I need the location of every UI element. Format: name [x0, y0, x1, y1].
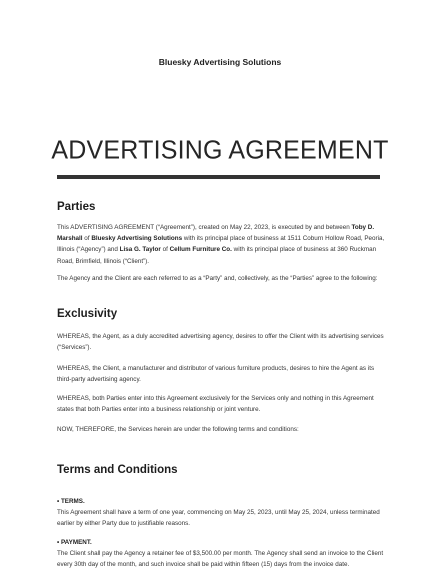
title-divider: [57, 175, 380, 179]
payment-item-label: [57, 537, 387, 548]
parties-text-1: This ADVERTISING AGREEMENT (“Agreement”), created on May 22, 2023, is executed by and between: [57, 224, 352, 231]
payment-label: • PAYMENT.: [57, 539, 92, 546]
parties-text-5: with its principal place of business at 360 Ruckman Road, Brimfield, Illinois (“Client”).: [57, 246, 377, 265]
company-header: Bluesky Advertising Solutions: [158, 57, 282, 67]
exclusivity-paragraph-4: NOW, THEREFORE, the Services herein are under the following terms and conditions:: [57, 426, 299, 433]
agent-name: Toby D. Marshall: [57, 224, 375, 243]
terms-item-label: [57, 496, 387, 507]
parties-text-3: with its principal place of business at 1511 Coburn Hollow Road, Peoria, Illinois (“Agency”) and: [57, 235, 385, 254]
client-name: Lisa G. Taylor: [119, 246, 161, 254]
section-heading-parties: Parties: [57, 201, 96, 213]
terms-label: • TERMS.: [57, 498, 85, 505]
terms-item-text: This Agreement shall have a term of one year, commencing on May 25, 2023, until May 25, 2024, unless terminated earlier by either Party due to justifiable reasons.: [57, 509, 380, 528]
client-company: Cellum Furniture Co.: [169, 246, 232, 254]
section-heading-exclusivity: Exclusivity: [57, 308, 118, 320]
parties-paragraph-2: The Agency and the Client are each referred to as a “Party” and, collectively, as the “Parties” agree to the following:: [57, 275, 378, 282]
agent-company: Bluesky Advertising Solutions: [91, 235, 183, 243]
section-heading-terms: Terms and Conditions: [57, 464, 178, 476]
exclusivity-paragraph-1: WHEREAS, the Agent, as a duly accredited advertising agency, desires to offer the Client with its advertising services (“Services”).: [57, 333, 384, 352]
exclusivity-paragraph-2: WHEREAS, the Client, a manufacturer and distributor of various furniture products, desires to hire the Agent as its third-party advertising agency.: [57, 365, 375, 384]
payment-item-text: The Client shall pay the Agency a retainer fee of $3,500.00 per month. The Agency shall send an invoice to the Client every 30th day of the month, and such invoice shall be paid within fifteen (15) days from the invoice date.: [57, 550, 384, 569]
exclusivity-paragraph-3: WHEREAS, both Parties enter into this Agreement exclusively for the Services only and nothing in this Agreement states that both Parties enter into a business relationship or joint venture.: [57, 395, 374, 414]
parties-text-4: of: [160, 246, 170, 254]
document-title: ADVERTISING AGREEMENT: [51, 135, 389, 165]
parties-paragraph-1: [57, 222, 387, 267]
parties-text-2: of: [82, 235, 92, 243]
